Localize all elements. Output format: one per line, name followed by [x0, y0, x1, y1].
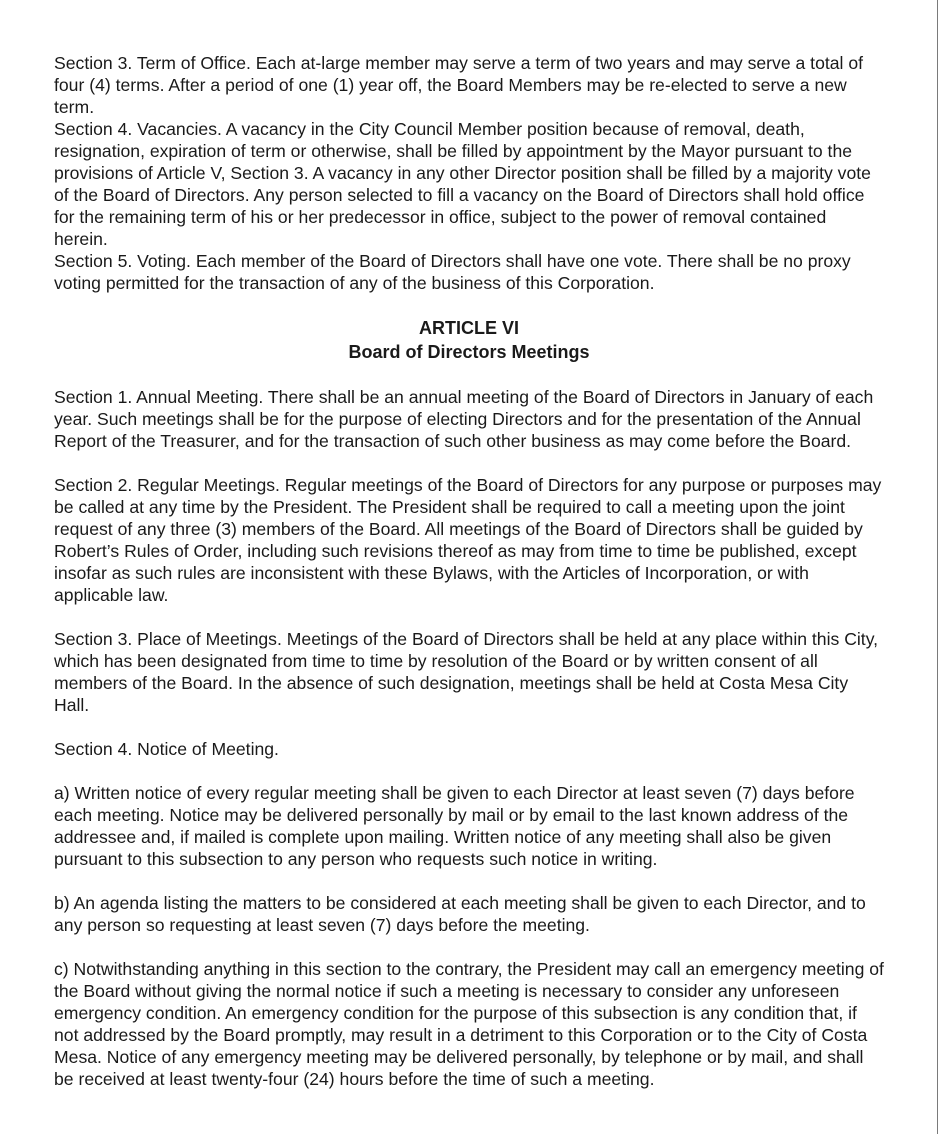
article-heading [54, 316, 884, 364]
section-vacancies: Section 4. Vacancies. A vacancy in the City Council Member position because of removal, death, resignation, expiration of term or otherwise, shall be filled by appointment by the Mayor pursuant to the provisions of Article V, Section 3. A vacancy in any other Director position shall be filled by a majority vote of the Board of Directors. Any person selected to fill a vacancy on the Board of Directors shall hold office for the remaining term of his or her predecessor in office, subject to the power of removal contained herein. [54, 119, 871, 249]
section-term-of-office: Section 3. Term of Office. Each at-large member may serve a term of two years and may serve a total of four (4) terms. After a period of one (1) year off, the Board Members may be re-elected to serve a new term. [54, 53, 864, 117]
section-annual-meeting: Section 1. Annual Meeting. There shall be an annual meeting of the Board of Directors in January of each year. Such meetings shall be for the purpose of electing Directors and for the presentation of the Annual Report of the Treasurer, and for the transaction of such other business as may come before the Board. [54, 387, 874, 451]
clause-c-emergency-meeting: c) Notwithstanding anything in this section to the contrary, the President may call an emergency meeting of the Board without giving the normal notice if such a meeting is necessary to consider any unforeseen emergency condition. An emergency condition for the purpose of this subsection is any condition that, if not addressed by the Board promptly, may result in a detriment to this Corporation or to the City of Costa Mesa. Notice of any emergency meeting may be delivered personally, by telephone or by mail, and shall be received at least twenty-four (24) hours before the time of such a meeting. [54, 959, 884, 1089]
article-number: ARTICLE VI [418, 318, 519, 338]
article-title: Board of Directors Meetings [348, 342, 590, 362]
section-place-of-meetings: Section 3. Place of Meetings. Meetings of the Board of Directors shall be held at any place within this City, which has been designated from time to time by resolution of the Board or by written consent of all members of the Board. In the absence of such designation, meetings shall be held at Costa Mesa City Hall. [54, 629, 879, 715]
section-regular-meetings: Section 2. Regular Meetings. Regular meetings of the Board of Directors for any purpose or purposes may be called at any time by the President. The President shall be required to call a meeting upon the joint request of any three (3) members of the Board. All meetings of the Board of Directors shall be guided by Robert’s Rules of Order, including such revisions thereof as may from time to time be published, except insofar as such rules are inconsistent with these Bylaws, with the Articles of Incorporation, or with applicable law. [54, 475, 882, 605]
clause-b-agenda: b) An agenda listing the matters to be considered at each meeting shall be given to each Director, and to any person so requesting at least seven (7) days before the meeting. [54, 893, 866, 935]
section-voting: Section 5. Voting. Each member of the Board of Directors shall have one vote. There shall be no proxy voting permitted for the transaction of any of the business of this Corporation. [54, 251, 851, 293]
section-notice-of-meeting: Section 4. Notice of Meeting. [54, 739, 279, 759]
document-body [54, 52, 884, 1090]
clause-a-written-notice: a) Written notice of every regular meeting shall be given to each Director at least seven (7) days before each meeting. Notice may be delivered personally by mail or by email to the last known address of the addressee and, if mailed is complete upon mailing. Written notice of any meeting shall also be given pursuant to this subsection to any person who requests such notice in writing. [54, 783, 855, 869]
